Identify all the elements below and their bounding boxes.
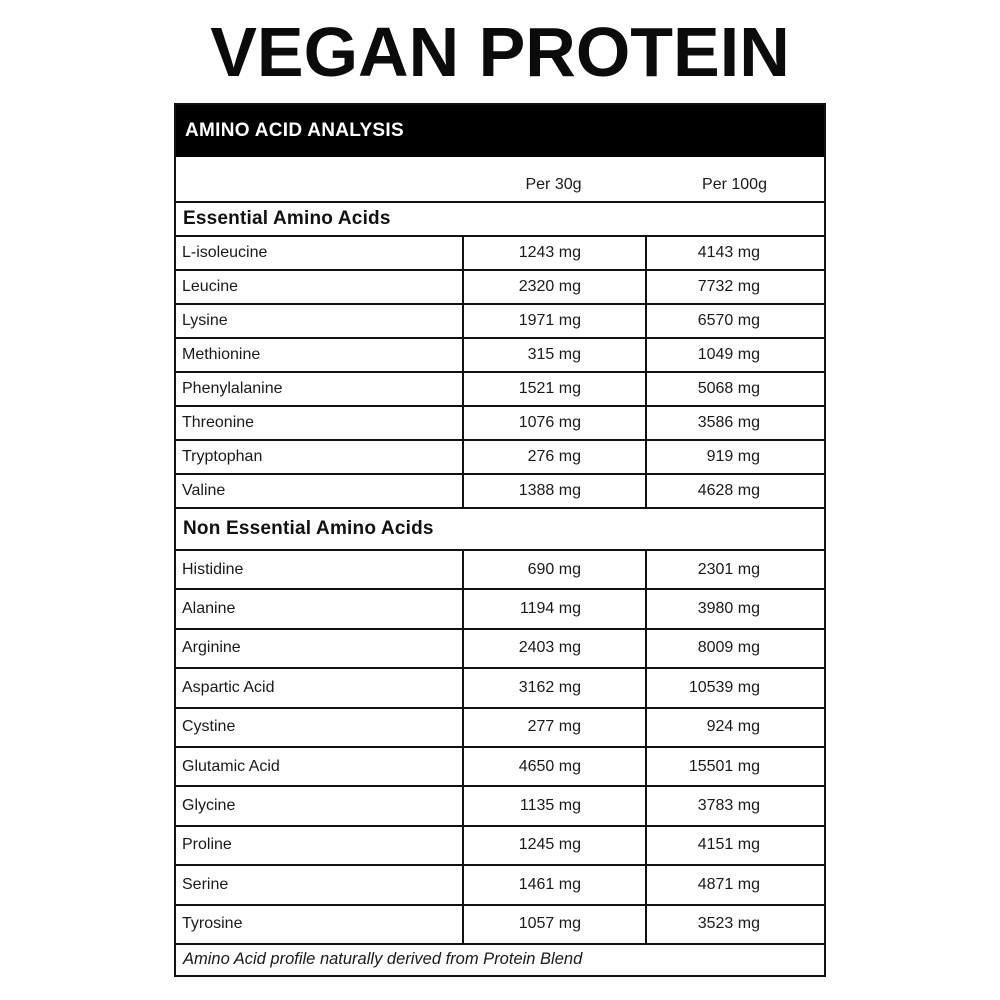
column-header-row <box>176 157 824 201</box>
table-row <box>176 785 824 824</box>
per-30g-value: 4650 mg <box>462 748 645 785</box>
amino-acid-name: Lysine <box>182 312 228 329</box>
per-30g-value: 1243 mg <box>462 237 645 269</box>
per-30g-value: 276 mg <box>462 441 645 473</box>
per-30g-value: 1388 mg <box>462 475 645 507</box>
per-100g-value: 4871 mg <box>645 866 824 903</box>
per-100g-value: 3523 mg <box>645 906 824 943</box>
footnote-text: Amino Acid profile naturally derived from Protein Blend <box>183 950 583 969</box>
table-row <box>176 707 824 746</box>
table-row <box>176 628 824 667</box>
amino-acid-name: Tryptophan <box>182 448 263 465</box>
per-100g-value: 924 mg <box>645 709 824 746</box>
per-30g-value: 2320 mg <box>462 271 645 303</box>
table-row <box>176 405 824 439</box>
column-header-per-30g: Per 30g <box>525 176 582 193</box>
amino-acid-name: Serine <box>182 875 229 893</box>
amino-acid-name: Arginine <box>182 639 241 657</box>
per-30g-value: 1461 mg <box>462 866 645 903</box>
section-header <box>176 201 824 235</box>
per-100g-value: 3783 mg <box>645 787 824 824</box>
per-100g-value: 8009 mg <box>645 630 824 667</box>
per-30g-value: 1194 mg <box>462 590 645 627</box>
per-30g-value: 277 mg <box>462 709 645 746</box>
section-header <box>176 507 824 549</box>
amino-acid-name: Proline <box>182 836 232 854</box>
section-header-title: Essential Amino Acids <box>183 208 391 229</box>
per-30g-value: 1245 mg <box>462 827 645 864</box>
table-sections <box>176 201 824 943</box>
page-title: VEGAN PROTEIN <box>210 13 790 91</box>
footnote-row <box>176 943 824 975</box>
per-100g-value: 4143 mg <box>645 237 824 269</box>
per-100g-value: 10539 mg <box>645 669 824 706</box>
per-30g-value: 315 mg <box>462 339 645 371</box>
section-header-title: Non Essential Amino Acids <box>183 518 434 539</box>
per-100g-value: 919 mg <box>645 441 824 473</box>
amino-acid-name: Leucine <box>182 278 239 295</box>
amino-acid-name: Phenylalanine <box>182 380 283 397</box>
per-100g-value: 7732 mg <box>645 271 824 303</box>
per-100g-value: 2301 mg <box>645 551 824 588</box>
table-row <box>176 746 824 785</box>
amino-acid-analysis-table <box>174 103 826 977</box>
per-30g-value: 1971 mg <box>462 305 645 337</box>
table-row <box>176 235 824 269</box>
amino-acid-name: Threonine <box>182 414 255 431</box>
per-100g-value: 4628 mg <box>645 475 824 507</box>
table-row <box>176 439 824 473</box>
table-header-title: AMINO ACID ANALYSIS <box>185 120 404 141</box>
amino-acid-name: Glutamic Acid <box>182 757 280 775</box>
table-row <box>176 588 824 627</box>
table-row <box>176 667 824 706</box>
per-100g-value: 5068 mg <box>645 373 824 405</box>
amino-acid-name: Cystine <box>182 718 236 736</box>
per-30g-value: 1135 mg <box>462 787 645 824</box>
per-100g-value: 6570 mg <box>645 305 824 337</box>
column-header-per-100g: Per 100g <box>702 176 767 193</box>
per-100g-value: 3586 mg <box>645 407 824 439</box>
table-header-bar <box>176 105 824 157</box>
per-100g-value: 3980 mg <box>645 590 824 627</box>
amino-acid-name: Alanine <box>182 600 236 618</box>
table-row <box>176 473 824 507</box>
per-100g-value: 1049 mg <box>645 339 824 371</box>
table-row <box>176 303 824 337</box>
amino-acid-name: L-isoleucine <box>182 244 268 261</box>
per-30g-value: 1076 mg <box>462 407 645 439</box>
table-row <box>176 269 824 303</box>
table-row <box>176 371 824 405</box>
amino-acid-name: Valine <box>182 482 226 499</box>
amino-acid-name: Methionine <box>182 346 261 363</box>
per-30g-value: 1521 mg <box>462 373 645 405</box>
per-100g-value: 4151 mg <box>645 827 824 864</box>
amino-acid-name: Histidine <box>182 560 244 578</box>
per-30g-value: 2403 mg <box>462 630 645 667</box>
per-30g-value: 3162 mg <box>462 669 645 706</box>
per-30g-value: 1057 mg <box>462 906 645 943</box>
per-100g-value: 15501 mg <box>645 748 824 785</box>
amino-acid-name: Glycine <box>182 797 236 815</box>
table-row <box>176 904 824 943</box>
per-30g-value: 690 mg <box>462 551 645 588</box>
table-row <box>176 337 824 371</box>
table-row <box>176 825 824 864</box>
table-row <box>176 549 824 588</box>
table-row <box>176 864 824 903</box>
amino-acid-name: Aspartic Acid <box>182 678 275 696</box>
amino-acid-name: Tyrosine <box>182 915 243 933</box>
